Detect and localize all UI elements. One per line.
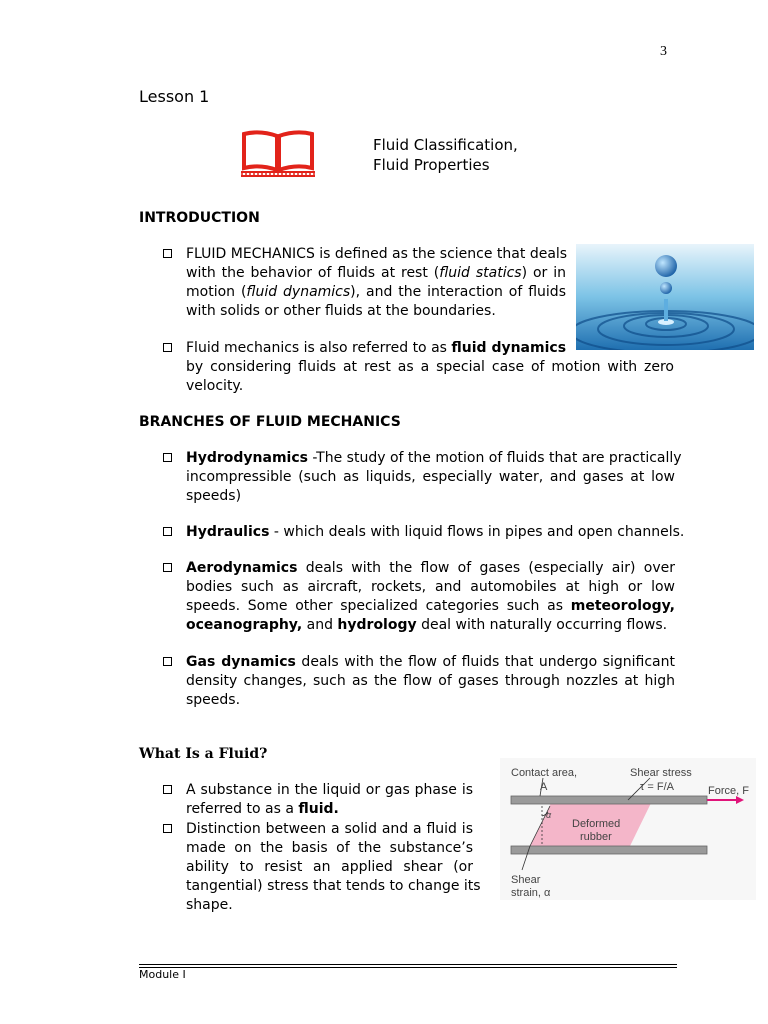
strain-label: strain, α xyxy=(511,887,551,899)
fluid-bullet-1: A substance in the liquid or gas phase is referred to as a fluid. xyxy=(186,781,473,819)
checkbox-bullet-icon xyxy=(163,785,172,794)
title-line-2: Fluid Properties xyxy=(373,156,490,174)
checkbox-bullet-icon xyxy=(163,527,172,536)
shear-stress-label: Shear stress xyxy=(630,767,692,779)
intro-bullet-2: Fluid mechanics is also referred to as fluid dynamics by considering fluids at rest as a special case of motion with zero velocity. xyxy=(186,339,674,396)
water-droplet-image xyxy=(576,244,754,350)
shear-label: Shear xyxy=(511,874,541,886)
aerodynamics-bullet: Aerodynamics deals with the flow of gases (especially air) over bodies such as aircraft, rockets, and automobiles at high or low speeds. Some other specialized categories such as meteorology, oceanography, and hydrology deal with naturally occurring flows. xyxy=(186,559,675,635)
book-icon xyxy=(240,128,316,178)
page-number: 3 xyxy=(660,44,667,59)
lesson-label: Lesson 1 xyxy=(139,87,210,106)
gas-dynamics-bullet: Gas dynamics deals with the flow of fluids that undergo significant density changes, such as the flow of gases through nozzles at high speeds. xyxy=(186,653,675,710)
checkbox-bullet-icon xyxy=(163,343,172,352)
intro-bullet-1: FLUID MECHANICS is defined as the science that deals with the behavior of fluids at rest (fluid statics) or in motion (fluid dynamics), and the interaction of fluids with solids or other fluids at the boundaries. xyxy=(186,245,566,321)
lesson-title xyxy=(373,135,518,175)
contact-area-A: A xyxy=(540,781,548,793)
alpha-label: α xyxy=(546,810,552,820)
checkbox-bullet-icon xyxy=(163,563,172,572)
top-plate xyxy=(511,796,707,804)
force-label: Force, F xyxy=(708,785,749,797)
hydraulics-bullet: Hydraulics - which deals with liquid flows in pipes and open channels. xyxy=(186,523,675,542)
introduction-heading: INTRODUCTION xyxy=(139,210,260,226)
checkbox-bullet-icon xyxy=(163,657,172,666)
footer-rule xyxy=(139,964,677,965)
title-line-1: Fluid Classification, xyxy=(373,136,518,154)
checkbox-bullet-icon xyxy=(163,824,172,833)
what-is-fluid-heading: What Is a Fluid? xyxy=(139,746,268,762)
checkbox-bullet-icon xyxy=(163,453,172,462)
footer-rule xyxy=(139,967,677,968)
hydrodynamics-bullet: Hydrodynamics -The study of the motion of fluids that are practically incompressible (such as liquids, especially water, and gases at low speeds) xyxy=(186,449,675,506)
rubber-label: rubber xyxy=(580,831,612,843)
shear-stress-diagram xyxy=(500,758,756,900)
fluid-bullet-2: Distinction between a solid and a fluid is made on the basis of the substance’s ability to resist an applied shear (or tangential) stress that tends to change its shape. xyxy=(186,820,473,915)
tau-label: τ = F/A xyxy=(640,781,674,793)
footer-module: Module I xyxy=(139,968,186,981)
contact-area-label: Contact area, xyxy=(511,767,578,779)
bottom-plate xyxy=(511,846,707,854)
branches-heading: BRANCHES OF FLUID MECHANICS xyxy=(139,414,401,430)
checkbox-bullet-icon xyxy=(163,249,172,258)
deformed-label: Deformed xyxy=(572,818,621,830)
